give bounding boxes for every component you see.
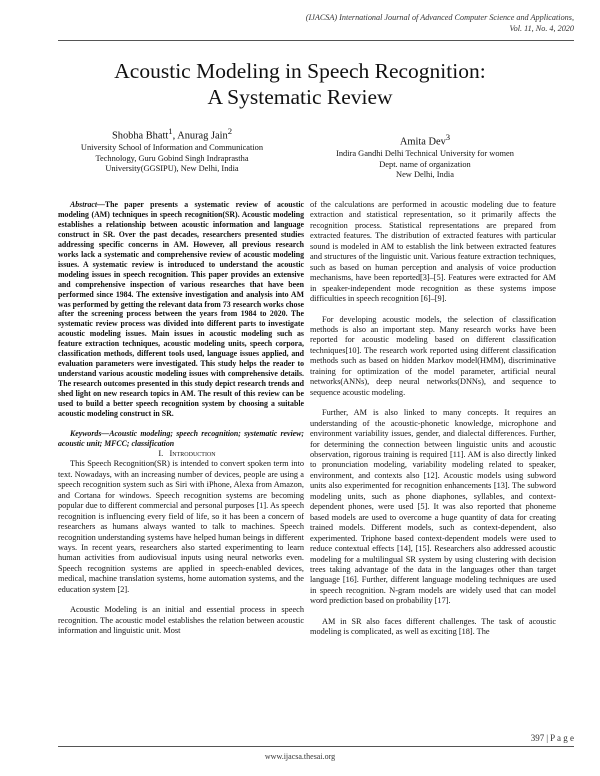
author-affiliation: Indira Gandhi Delhi Technical University for women bbox=[336, 149, 514, 159]
author-sup: 3 bbox=[445, 132, 451, 142]
keywords-dash: — bbox=[101, 428, 110, 438]
right-column bbox=[310, 200, 556, 638]
author-affiliation: University School of Information and Communication bbox=[80, 143, 264, 153]
page-number bbox=[531, 733, 574, 743]
author-sup: 1 bbox=[168, 126, 173, 136]
keywords bbox=[58, 429, 304, 449]
author-name: Amita Dev bbox=[399, 136, 446, 148]
paragraph: For developing acoustic models, the selection of classification methods is also an important step. Many research works have been reported for acoustic modeling based on different classification techniques[10]. The research work reported using different classification methods such as based on hidden Markov model(HMM), discriminative training for optimization of the model parameter, artificial neural networks(ANNs), deep neural networks(DNNs), and sequence to sequence acoustic modeling. bbox=[310, 314, 556, 397]
paragraph: This Speech Recognition(SR) is intended to convert spoken term into text. Nowadays, with an increasing number of devices, people are using a speech recognition system such as Siri with iPhone, Alexa from Amazon, and Cortana for windows. Speech recognition systems are becoming popular due to different commercial and personal purposes [1]. As speech recognition is influencing every field of life, so it has been a concern of researchers as humans always wanted to talk to machines. Speech recognition understanding systems have helped human beings in different ways. In recent years, researchers also started experimenting to learn human activities from audiovisual inputs using neural networks even. Speech recognition systems are applied in speech-enabled devices, medical, machine translation systems, home automation systems, and the education system [2]. bbox=[58, 459, 304, 594]
keywords-text: Acoustic modeling; speech recognition; systematic review; acoustic unit; MFCC; classification bbox=[58, 428, 304, 448]
author-sup: 2 bbox=[227, 126, 233, 136]
author-affiliation: University(GGSIPU), New Delhi, India bbox=[105, 164, 239, 174]
footer-url: www.ijacsa.thesai.org bbox=[264, 752, 336, 761]
author-block-2 bbox=[300, 131, 550, 181]
page-number-separator: | bbox=[546, 733, 549, 743]
section-heading bbox=[58, 449, 304, 459]
page-number-value: 397 bbox=[530, 733, 545, 743]
title-line-1: Acoustic Modeling in Speech Recognition: bbox=[114, 59, 486, 83]
paragraph: AM in SR also faces different challenges. The task of acoustic modeling is complicated, as well as exciting [18]. The bbox=[310, 616, 556, 637]
left-column bbox=[58, 200, 304, 637]
paragraph: Further, AM is also linked to many concepts. It requires an understanding of the acoustic-phonetic knowledge, microphone and environment variability issues, gender, and dialectal differences. Further, for determining the connection between linguistic units and acoustic observation, rigorous training is required [11]. AM is also directly linked to pronunciation modeling, variability modeling related to speaker, environment, and contexts also [12]. Acoustic models using subword units also experimented for recognition enhancements [13]. The subword modeling units, such as phone diaphones, syllables, and context-dependent phones, were used [5]. It was also reported that phoneme based models are used to overcome a huge quantity of data for creating trained models. Different models, such as context-dependent, also experimented. Triphone based context-dependent models were used to reduce contextual effects [14], [15]. Researchers also addressed acoustic modeling for a multilingual SR system by using clustering with decision trees taking advantage of the data in the languages other than target language [16]. Further, different language modeling techniques are used in speech recognition. N-gram models are widely used that can model word prediction based on probability [17]. bbox=[310, 408, 556, 606]
author-block-1 bbox=[52, 125, 292, 175]
author-names bbox=[300, 131, 550, 148]
title-line-2: A Systematic Review bbox=[207, 85, 393, 109]
keywords-label: Keywords bbox=[70, 428, 102, 438]
journal-name: (IJACSA) International Journal of Advanced Computer Science and Applications, bbox=[305, 13, 574, 22]
author-name: Anurag Jain bbox=[177, 130, 228, 142]
author-names bbox=[52, 125, 292, 142]
paper-title bbox=[40, 58, 560, 110]
paragraph: of the calculations are performed in acoustic modeling due to feature extraction and statistical representation, so it primarily affects the recognition process. Statistical representations are prepared from extracted features. The distribution of extracted features with particular sound is modeled in AM to establish the link between extracted features and structures of the linguistic unit. Various feature extraction techniques, such as based on human perception and analysis of voice production mechanisms, have been reported[3]–[5]. Features were extracted for AM in speaker-independent mode recognition as these systems impose difficulties in speech recognition [6]–[9]. bbox=[310, 200, 556, 304]
abstract-dash: — bbox=[97, 200, 105, 209]
section-title: Introduction bbox=[169, 448, 216, 458]
author-affiliation: Dept. name of organization bbox=[379, 159, 471, 169]
author-affiliation: New Delhi, India bbox=[396, 170, 454, 180]
abstract bbox=[58, 200, 304, 419]
abstract-label: Abstract bbox=[70, 200, 98, 209]
page-label: P a g e bbox=[550, 733, 574, 743]
paragraph: Acoustic Modeling is an initial and essential process in speech recognition. The acoustic model establishes the relation between acoustic information and linguistic unit. Most bbox=[58, 605, 304, 636]
author-separator: , bbox=[172, 130, 178, 142]
author-affiliation: Technology, Guru Gobind Singh Indraprastha bbox=[95, 153, 249, 163]
author-name: Shobha Bhatt bbox=[111, 130, 169, 142]
section-number: I. bbox=[158, 448, 164, 458]
abstract-text: The paper presents a systematic review of acoustic modeling (AM) techniques in speech recognition(SR). Acoustic modeling establishes a relationship between acoustic information and language construct in SR. Over the past decades, researchers presented studies addressing specific concerns in AM. However, all previous research works lack a systematic and comprehensive review of acoustic modeling issues. A systematic review is introduced to understand the acoustic modeling issues in speech recognition. This paper provides an extensive and comprehensive inspection of various researches that have been performed since 1984. The extensive investigation and analysis into AM was performed by getting the relevant data from 73 research works chose after the screening process between the years from 1984 to 2020. The systematic review process was divided into different parts to investigate acoustic modeling issues. Main issues in acoustic modeling such as feature extraction techniques, acoustic modeling units, speech corpora, classification methods, different tools used, language issues applied, and evaluation parameters were investigated. This study helps the reader to understand various acoustic modeling issues with comprehensive details. The research outcomes presented in this study depict research trends and shed light on new research topics in AM. The result of this review can be used to build a better speech recognition system by choosing a suitable acoustic modeling construct in SR. bbox=[58, 200, 304, 419]
journal-volume: Vol. 11, No. 4, 2020 bbox=[509, 23, 574, 33]
journal-header bbox=[174, 13, 574, 34]
footer-rule bbox=[58, 746, 574, 747]
header-rule bbox=[58, 40, 574, 41]
